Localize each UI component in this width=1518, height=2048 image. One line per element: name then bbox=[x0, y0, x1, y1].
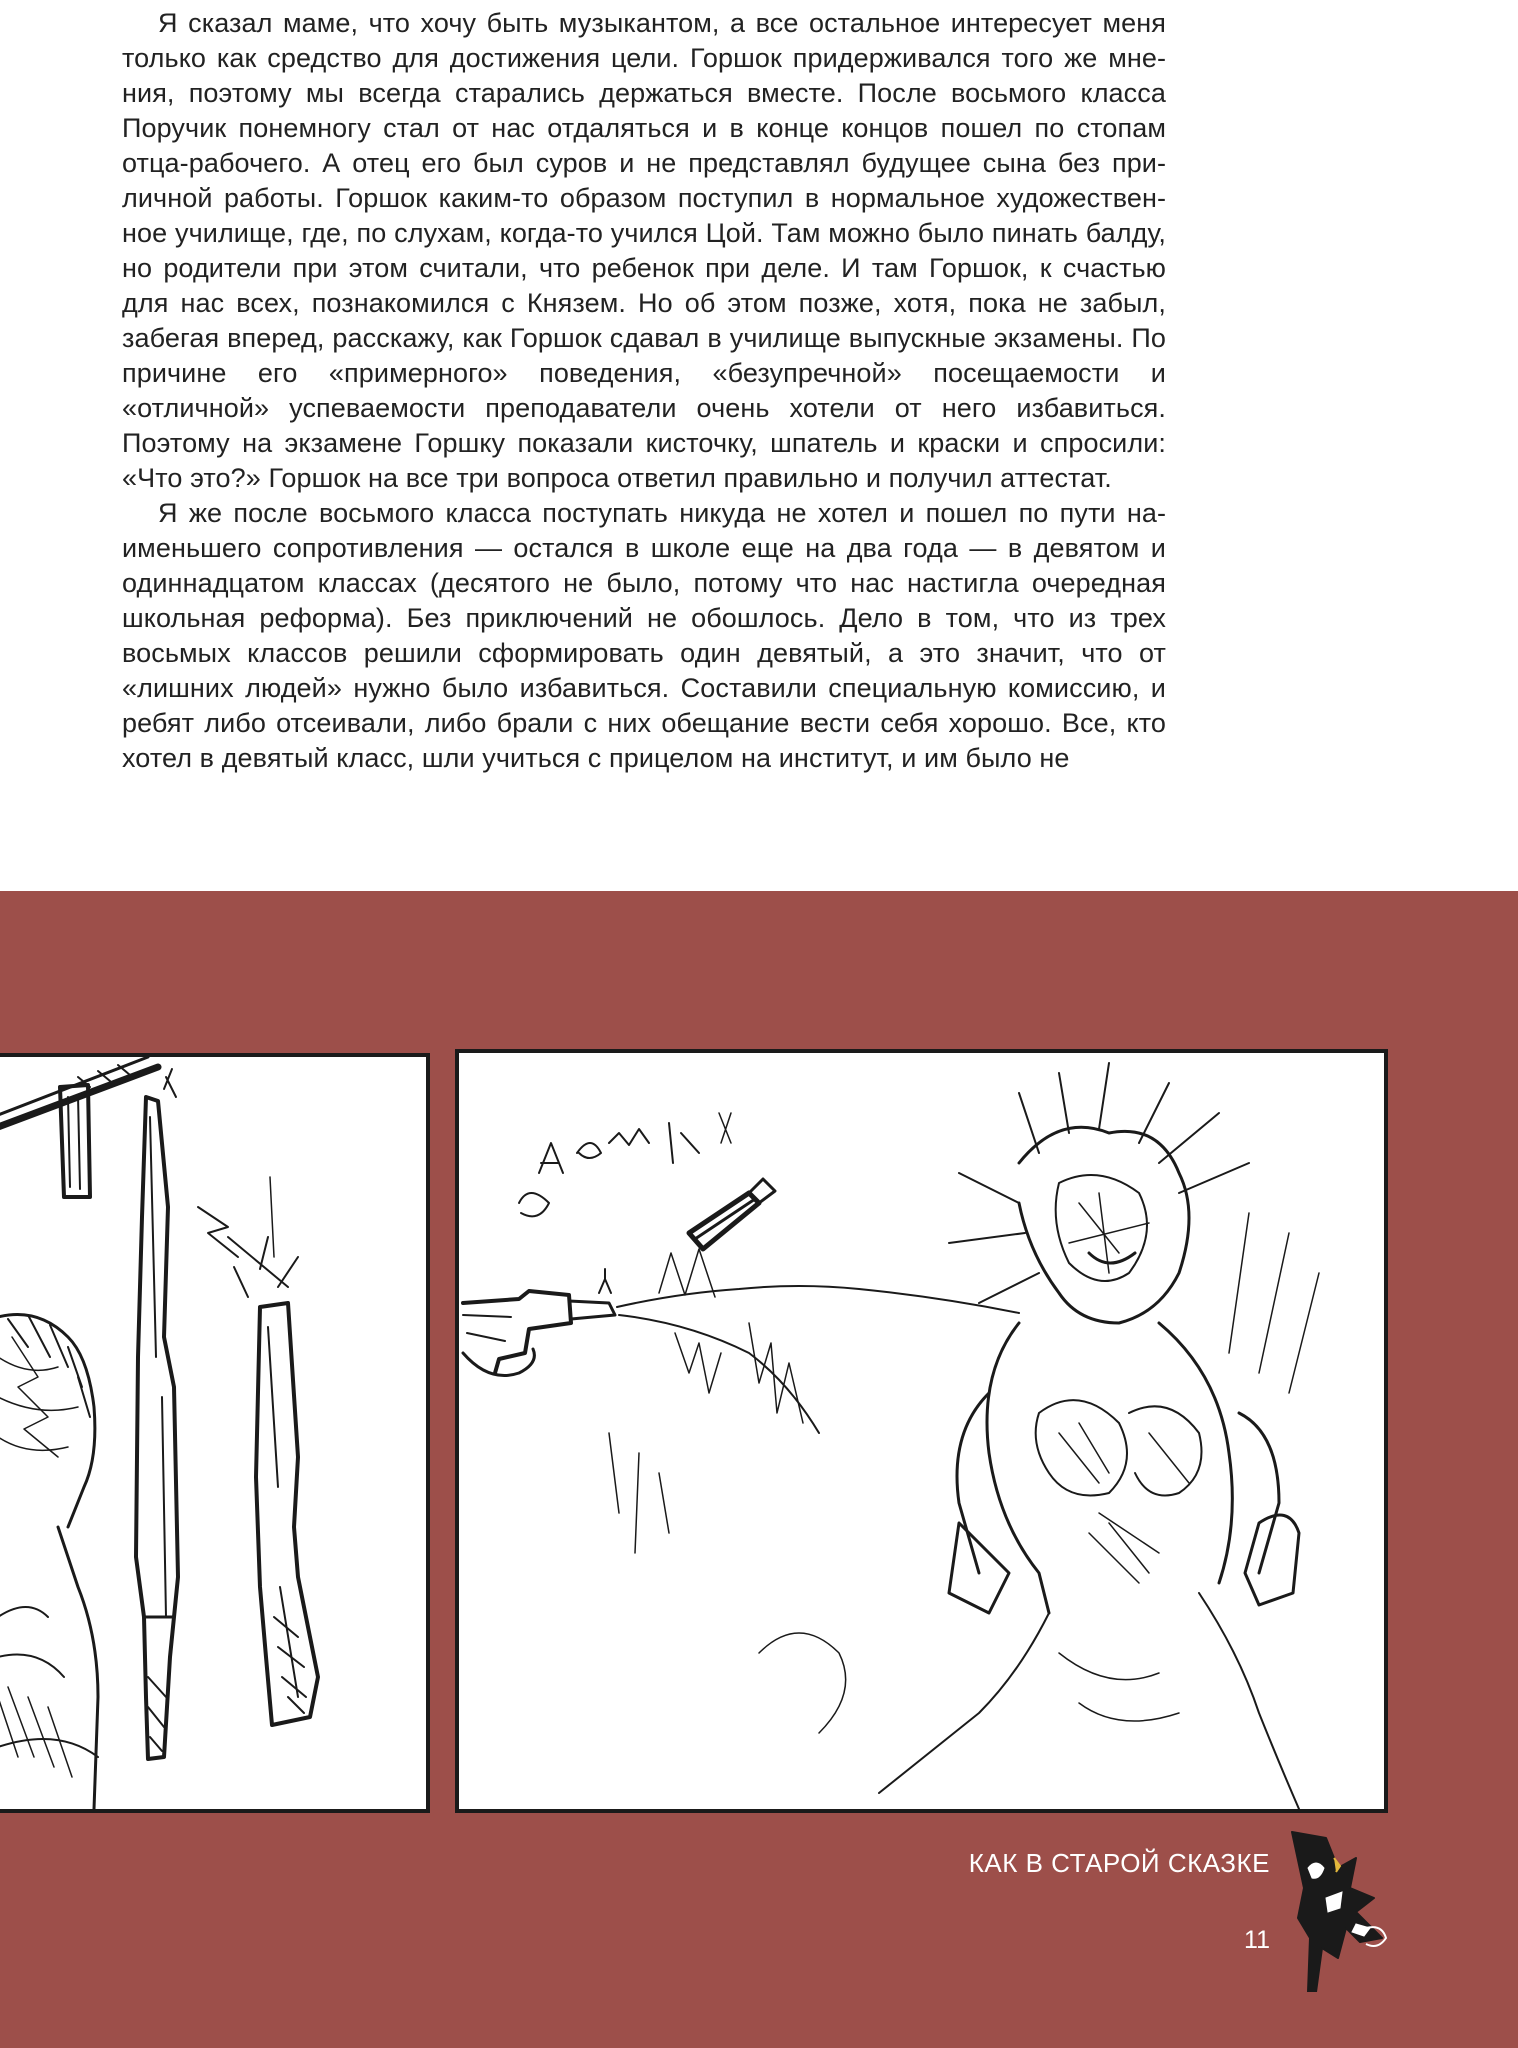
comic-panel-left bbox=[0, 1053, 430, 1813]
paragraph-1: Я сказал маме, что хочу быть музыкантом, а все остальное интересует меня только как средство для достижения цели. Горшок придерживался того же мнения, поэтому мы всегда старались держаться вместе. После восьмого класса Поручик понемногу стал от нас отдаляться и в конце концов пошел по стопам отца-рабочего. А отец его был суров и не представлял будущее сына без приличной работы. Горшок каким-то образом поступил в нормальное художественное училище, где, по слухам, когда-то учился Цой. Там можно было пинать балду, но родители при этом считали, что ребенок при деле. И там Горшок, к счастью для нас всех, познакомился с Князем. Но об этом позже, хотя, пока не забыл, забегая вперед, расскажу, как Горшок сдавал в училище выпускные экзамены. По причине его «примерного» поведения, «безупречной» посещаемости и «отличной» успеваемости преподаватели очень хотели от него избавиться. Поэтому на экзамене Горшку показали кисточку, шпатель и краски и спросили: «Что это?» Горшок на все три вопроса ответил правильно и получил аттестат. bbox=[122, 8, 1166, 493]
sketch-shooting-illustration bbox=[459, 1053, 1384, 1809]
sketch-rifles-illustration bbox=[0, 1057, 426, 1809]
article-text bbox=[122, 6, 1166, 776]
section-title: КАК В СТАРОЙ СКАЗКЕ bbox=[968, 1848, 1270, 1878]
jester-emblem-icon bbox=[1286, 1828, 1390, 1992]
paragraph-2: Я же после восьмого класса поступать никуда не хотел и пошел по пути наименьшего сопротивления — остался в школе еще на два года — в девятом и одиннадцатом классах (десятого не было, потому что нас настигла очередная школьная реформа). Без приключений не обошлось. Дело в том, что из трех восьмых классов решили сформировать один девятый, а это значит, что от «лишних людей» нужно было избавиться. Составили специальную комиссию, и ребят либо отсеивали, либо брали с них обещание вести себя хорошо. Все, кто хотел в девятый класс, шли учиться с прицелом на институт, и им было не bbox=[122, 498, 1166, 773]
page-number: 11 bbox=[1244, 1926, 1270, 1954]
comic-panel-right bbox=[455, 1049, 1388, 1813]
